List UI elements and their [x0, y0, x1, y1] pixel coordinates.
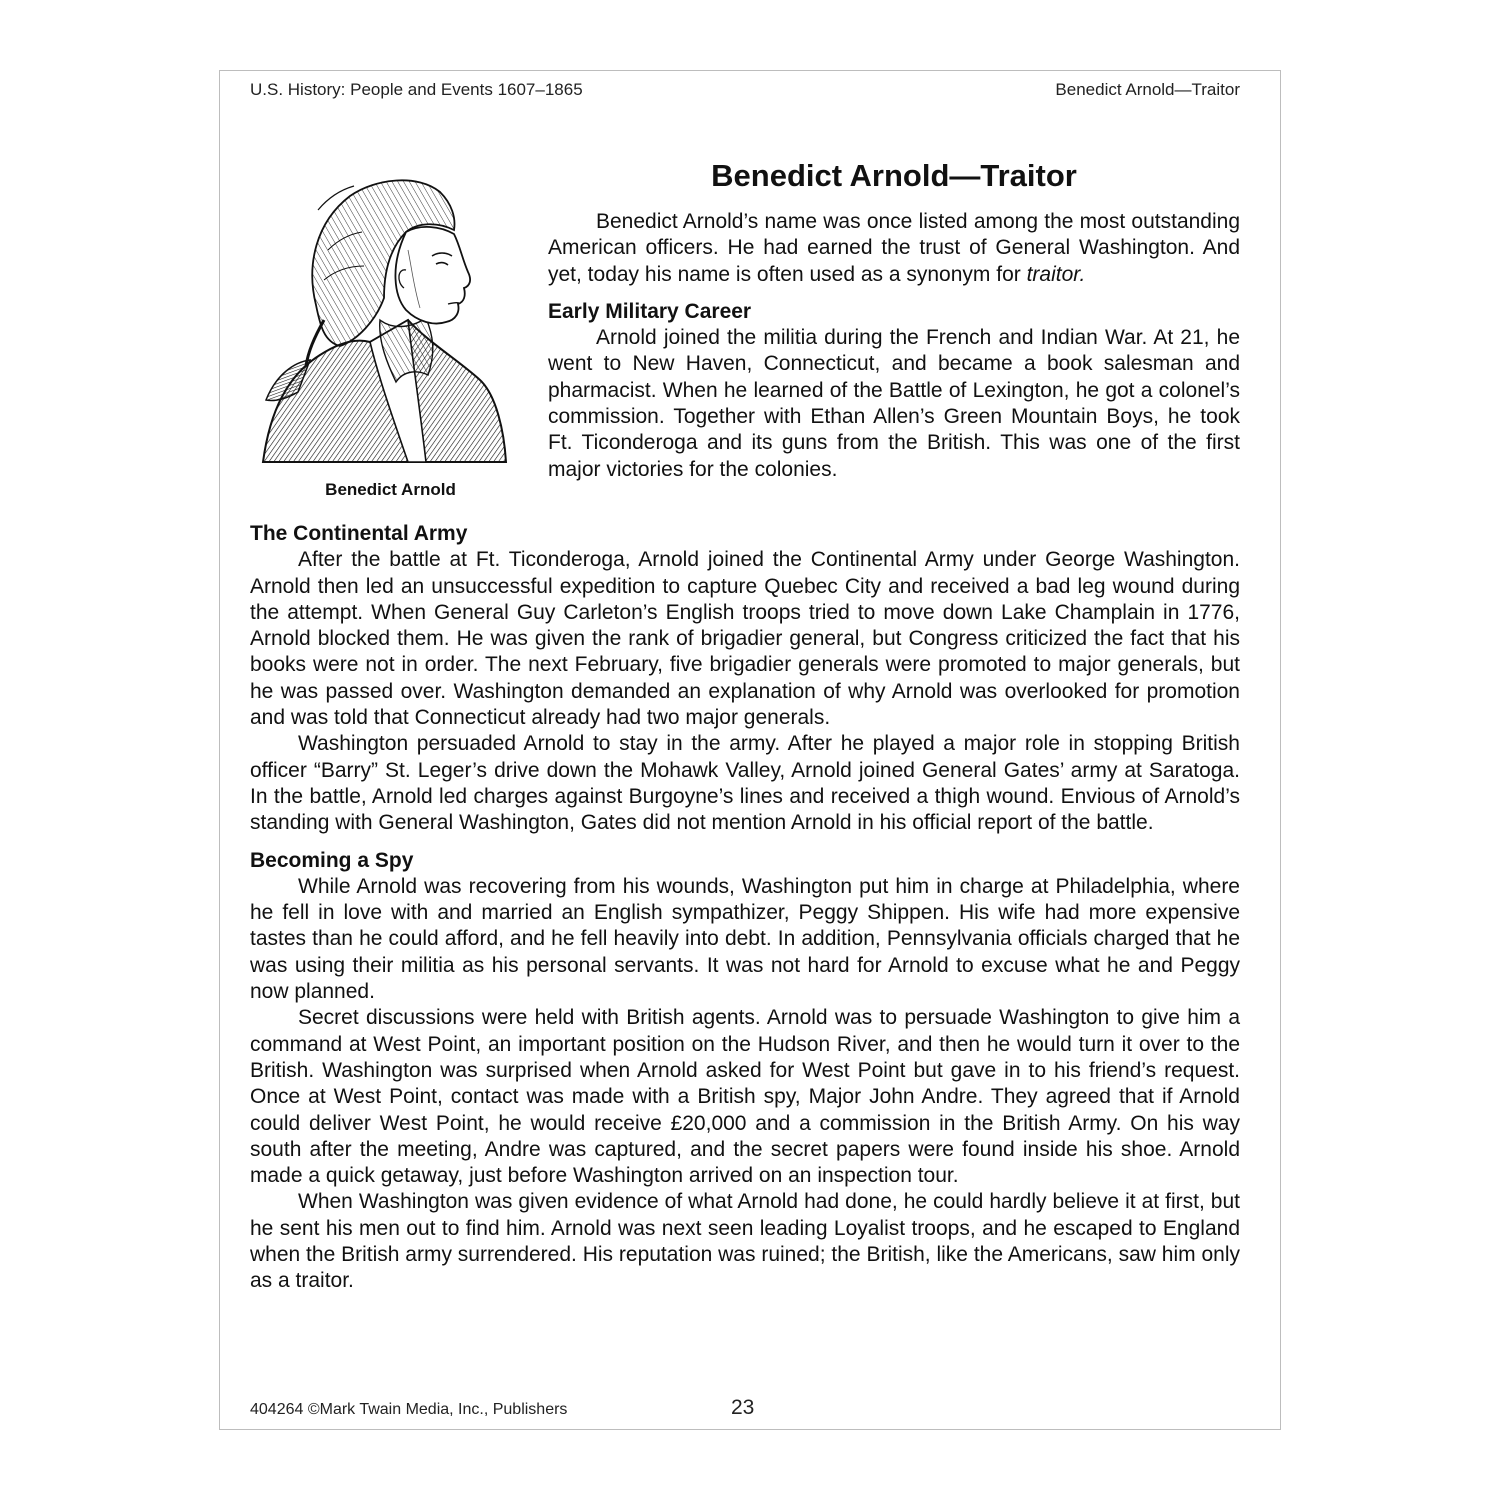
spy-paragraph-3: When Washington was given evidence of what Arnold had done, he could hardly believe it at first, but he sent his men out to find him. Arnold was next seen leading Loyalist troops, and he escaped to England when the British army surrendered. His reputation was ruined; the British, like the Americans, saw him only as a traitor. [250, 1190, 1240, 1293]
heading-early-military-career: Early Military Career [548, 299, 752, 323]
heading-becoming-a-spy: Becoming a Spy [250, 848, 414, 872]
early-career-paragraph: Arnold joined the militia during the French and Indian War. At 21, he went to New Haven, Connecticut, and became a book salesman and pharmacist. When he learned of the Battle of Lexington, he got a colonel’s commission. Together with Ethan Allen’s Green Mountain Boys, he took Ft. Ticonderoga and its guns from the British. This was one of the first major victories for the colonies. [548, 326, 1240, 481]
continental-paragraph-2: Washington persuaded Arnold to stay in the army. After he played a major role in stopping British officer “Barry” St. Leger’s drive down the Mohawk Valley, Arnold joined General Gates’ army at Saratoga. In the battle, Arnold led charges against Burgoyne’s lines and received a thigh wound. Envious of Arnold’s standing with General Washington, Gates did not mention Arnold in his official report of the battle. [250, 732, 1240, 835]
portrait-engraving-icon [258, 170, 508, 470]
intro-italic-word: traitor. [1026, 262, 1086, 286]
page-title: Benedict Arnold—Traitor [711, 158, 1077, 193]
intro-text: Benedict Arnold’s name was once listed among the most outstanding American officers. He had earned the trust of General Washington. And yet, today his name is often used as a synonym for [548, 210, 1240, 286]
intro-column [548, 209, 1240, 483]
footer-copyright: 404264 ©Mark Twain Media, Inc., Publishers [250, 1401, 568, 1418]
portrait-caption: Benedict Arnold [325, 480, 456, 499]
heading-continental-army: The Continental Army [250, 522, 468, 545]
main-column [250, 521, 1240, 1295]
page-number: 23 [731, 1396, 755, 1419]
intro-paragraph [548, 209, 1240, 288]
running-header-left: U.S. History: People and Events 1607–1865 [250, 80, 583, 99]
running-header-right: Benedict Arnold—Traitor [1055, 80, 1240, 99]
spy-paragraph-1: While Arnold was recovering from his wounds, Washington put him in charge at Philadelphia, where he fell in love with and married an English sympathizer, Peggy Shippen. His wife had more expensive tastes than he could afford, and he fell heavily into debt. In addition, Pennsylvania officials charged that he was using their militia as his personal servants. It was not hard for Arnold to excuse what he and Peggy now planned. [250, 874, 1240, 1004]
spy-paragraph-2: Secret discussions were held with British agents. Arnold was to persuade Washington to give him a command at West Point, an important position on the Hudson River, and then he would turn it over to the British. Washington was surprised when Arnold asked for West Point but gave in to his friend’s request. Once at West Point, contact was made with a British spy, Major John Andre. They agreed that if Arnold could deliver West Point, he would receive £20,000 and a commission in the British Army. On his way south after the meeting, Andre was captured, and the secret papers were found inside his shoe. Arnold made a quick getaway, just before Washington arrived on an inspection tour. [250, 1006, 1240, 1188]
continental-paragraph-1: After the battle at Ft. Ticonderoga, Arnold joined the Continental Army under George Washington. Arnold then led an unsuccessful expedition to capture Quebec City and received a bad leg wound during the attempt. When General Guy Carleton’s English troops tried to move down Lake Champlain in 1776, Arnold blocked them. He was given the rank of brigadier general, but Congress criticized the fact that his books were not in order. The next February, five brigadier generals were promoted to major generals, but he was passed over. Washington demanded an explanation of why Arnold was overlooked for promotion and was told that Connecticut already had two major generals. [250, 548, 1240, 730]
